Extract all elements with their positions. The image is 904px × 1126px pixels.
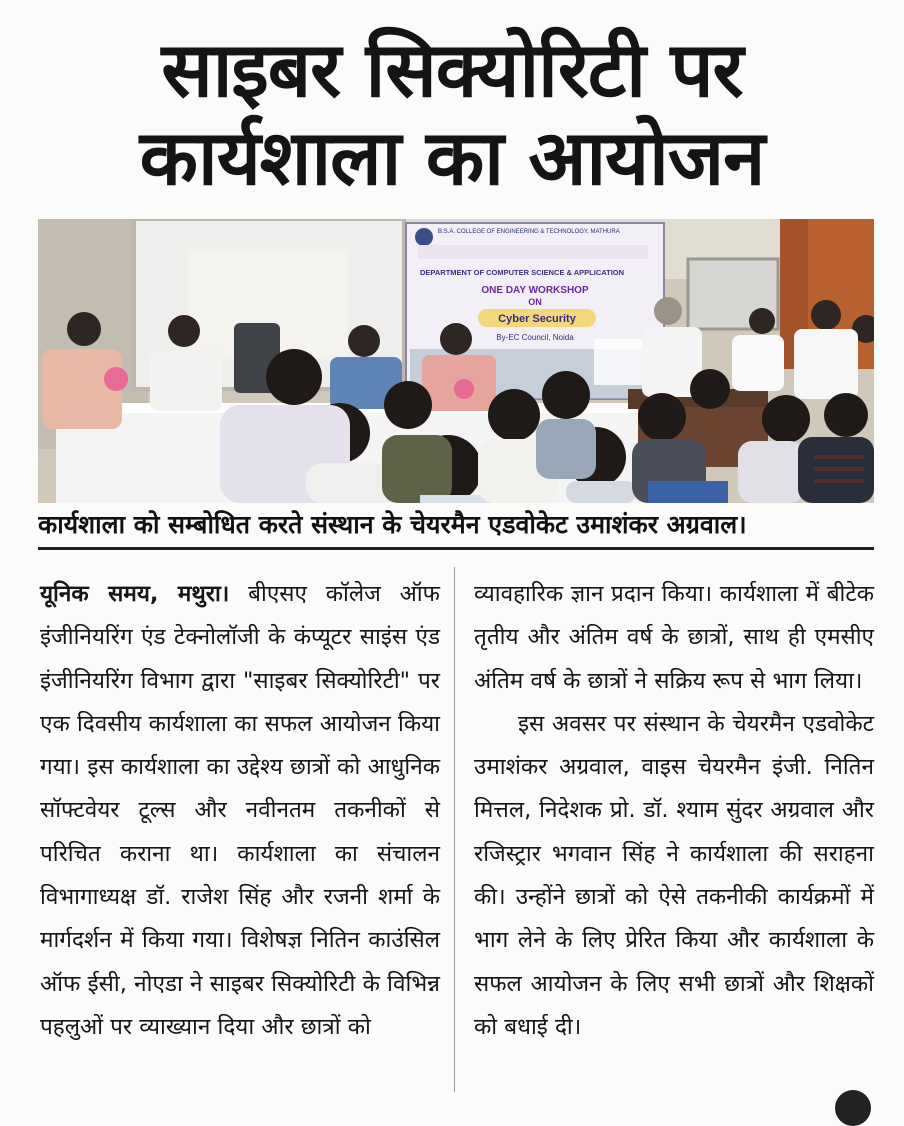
banner-workshop: ONE DAY WORKSHOP — [481, 285, 589, 296]
page-marker-dot — [835, 1090, 871, 1126]
banner-on: ON — [528, 297, 542, 307]
banner-topic: Cyber Security — [498, 313, 576, 325]
workshop-photo — [38, 219, 874, 503]
article-paragraph — [40, 573, 440, 1049]
dateline: यूनिक समय, मथुरा। — [40, 581, 230, 607]
banner-organizer: By-EC Council, Noida — [496, 333, 574, 342]
article-column-1 — [40, 573, 440, 1049]
article-paragraph: इस अवसर पर संस्थान के चेयरमैन एडवोकेट उमाशंकर अग्रवाल, वाइस चेयरमैन इंजी. नितिन मित्तल, निदेशक प्रो. डॉ. श्याम सुंदर अग्रवाल और रजिस्ट्रार भगवान सिंह ने कार्यशाला की सराहना की। उन्होंने छात्रों को ऐसे तकनीकी कार्यक्रमों में भाग लेने के लिए प्रेरित किया और कार्यशाला के सफल आयोजन के लिए सभी छात्रों और शिक्षकों को बधाई दी। — [474, 710, 874, 1040]
article-paragraph: व्यावहारिक ज्ञान प्रदान किया। कार्यशाला में बीटेक तृतीय और अंतिम वर्ष के छात्रों, साथ ही एमसीए अंतिम वर्ष के छात्रों ने सक्रिय रूप से भाग लिया। — [474, 581, 874, 694]
column-divider — [454, 567, 455, 1092]
headline-line-1: साइबर सिक्योरिटी पर — [161, 25, 743, 114]
headline-line-2: कार्यशाला का आयोजन — [139, 113, 765, 202]
article-text-col1: बीएसए कॉलेज ऑफ इंजीनियरिंग एंड टेक्नोलॉजी के कंप्यूटर साइंस एंड इंजीनियरिंग विभाग द्वारा "साइबर सिक्योरिटी" पर एक दिवसीय कार्यशाला का सफल आयोजन किया गया। इस कार्यशाला का उद्देश्य छात्रों को आधुनिक सॉफ्टवेयर टूल्स और नवीनतम तकनीकों से परिचित कराना था। कार्यशाला का संचालन विभागाध्यक्ष डॉ. राजेश सिंह और रजनी शर्मा के मार्गदर्शन में किया गया। विशेषज्ञ नितिन काउंसिल ऑफ ईसी, नोएडा ने साइबर सिक्योरिटी के विभिन्न पहलुओं पर व्याख्यान दिया और छात्रों को — [40, 581, 441, 1040]
banner-department: DEPARTMENT OF COMPUTER SCIENCE & APPLICATION — [420, 268, 625, 277]
article-column-2 — [474, 573, 874, 1049]
banner-college-name: B.S.A. COLLEGE OF ENGINEERING & TECHNOLOGY, MATHURA — [438, 229, 620, 235]
photo-caption: कार्यशाला को सम्बोधित करते संस्थान के चेयरमैन एडवोकेट उमाशंकर अग्रवाल। — [38, 510, 747, 539]
caption-divider — [38, 547, 874, 550]
